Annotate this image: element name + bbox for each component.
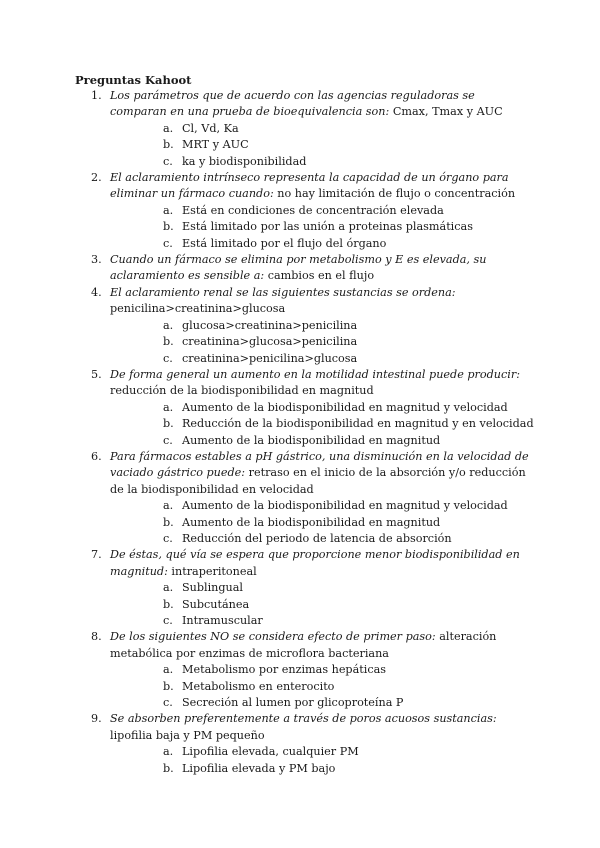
question-list	[75, 88, 535, 777]
option-text: MRT y AUC	[182, 138, 249, 152]
option-list	[110, 318, 535, 367]
option-item	[110, 580, 535, 596]
option-list	[110, 662, 535, 711]
question-item	[75, 285, 535, 367]
question-number: 7.	[91, 548, 102, 562]
option-letter: c.	[163, 531, 173, 545]
question-item	[75, 252, 535, 285]
question-answer: Cmax, Tmax y AUC	[389, 105, 503, 119]
question-answer: lipofilia baja y PM pequeño	[110, 728, 265, 742]
option-item	[110, 498, 535, 514]
question-number: 5.	[91, 367, 102, 381]
option-item	[110, 515, 535, 531]
option-letter: a.	[163, 663, 174, 677]
option-text: Aumento de la biodisponibilidad en magnitud y velocidad	[182, 499, 508, 513]
option-letter: a.	[163, 581, 174, 595]
question-answer: cambios en el flujo	[264, 269, 375, 283]
question-item	[75, 547, 535, 629]
option-text: glucosa>creatinina>penicilina	[182, 318, 358, 332]
question-answer: alteración metabólica por enzimas de microflora bacteriana	[110, 630, 497, 660]
option-text: Reducción de la biodisponibilidad en magnitud y en velocidad	[182, 417, 534, 431]
question-prompt: El aclaramiento renal se las siguientes sustancias se ordena:	[110, 285, 456, 299]
question-answer: penicilina>creatinina>glucosa	[110, 302, 286, 316]
question-prompt: Se absorben preferentemente a través de poros acuosos sustancias:	[110, 712, 497, 726]
option-item	[110, 334, 535, 350]
option-letter: c.	[163, 154, 173, 168]
option-letter: a.	[163, 400, 174, 414]
option-text: creatinina>glucosa>penicilina	[182, 335, 358, 349]
option-letter: c.	[163, 351, 173, 365]
question-item	[75, 629, 535, 711]
question-number: 6.	[91, 449, 102, 463]
question-body	[110, 367, 535, 400]
option-letter: b.	[163, 220, 174, 234]
option-item	[110, 679, 535, 695]
question-body	[110, 629, 535, 662]
option-item	[110, 613, 535, 629]
option-list	[110, 203, 535, 252]
question-prompt: De forma general un aumento en la motilidad intestinal puede producir:	[110, 367, 520, 381]
option-letter: b.	[163, 761, 174, 775]
option-text: Está limitado por las unión a proteinas plasmáticas	[182, 220, 473, 234]
option-list	[110, 121, 535, 170]
question-number: 1.	[91, 89, 102, 102]
option-item	[110, 121, 535, 137]
question-answer: intraperitoneal	[167, 564, 257, 578]
option-letter: a.	[163, 121, 174, 135]
question-prompt: Para fármacos estables a pH gástrico, una disminución en la velocidad de vaciado gástrico puede:	[110, 449, 529, 480]
question-item	[75, 711, 535, 777]
question-body	[110, 547, 535, 580]
option-letter: a.	[163, 499, 174, 513]
option-text: Cl, Vd, Ka	[182, 121, 239, 135]
option-list	[110, 400, 535, 449]
question-number: 8.	[91, 630, 102, 644]
option-text: Aumento de la biodisponibilidad en magnitud	[182, 433, 441, 447]
question-item	[75, 170, 535, 252]
document-title: Preguntas Kahoot	[75, 73, 192, 87]
option-letter: c.	[163, 433, 173, 447]
option-letter: a.	[163, 745, 174, 759]
question-answer: no hay limitación de flujo o concentración	[273, 187, 516, 201]
question-body	[110, 285, 535, 318]
option-item	[110, 154, 535, 170]
question-prompt: De los siguientes NO se considera efecto de primer paso:	[110, 630, 436, 644]
option-text: Lipofilia elevada y PM bajo	[182, 761, 336, 775]
question-body	[110, 449, 535, 498]
option-letter: b.	[163, 138, 174, 152]
option-item	[110, 219, 535, 235]
option-letter: a.	[163, 203, 174, 217]
option-text: Intramuscular	[182, 614, 263, 627]
option-item	[110, 236, 535, 252]
question-answer: retraso en el inicio de la absorción y/o reducción de la biodisponibilidad en velocidad	[110, 466, 526, 496]
option-text: Lipofilia elevada, cualquier PM	[182, 745, 359, 759]
option-item	[110, 695, 535, 711]
option-item	[110, 662, 535, 678]
option-item	[110, 744, 535, 760]
option-list	[110, 498, 535, 547]
question-number: 3.	[91, 253, 102, 267]
question-number: 9.	[91, 712, 102, 726]
option-letter: b.	[163, 417, 174, 431]
option-letter: b.	[163, 679, 174, 693]
option-text: Subcutánea	[182, 597, 250, 611]
question-item	[75, 367, 535, 449]
option-letter: c.	[163, 614, 173, 627]
option-letter: b.	[163, 515, 174, 529]
option-item	[110, 761, 535, 777]
option-text: Está en condiciones de concentración elevada	[182, 203, 444, 217]
option-text: Sublingual	[182, 581, 244, 595]
option-item	[110, 597, 535, 613]
option-list	[110, 580, 535, 629]
option-letter: c.	[163, 236, 173, 250]
option-item	[110, 137, 535, 153]
option-item	[110, 351, 535, 367]
option-item	[110, 400, 535, 416]
question-body	[110, 252, 535, 285]
option-list	[110, 744, 535, 777]
option-letter: a.	[163, 318, 174, 332]
option-text: Metabolismo en enterocito	[182, 679, 335, 693]
option-item	[110, 318, 535, 334]
question-body	[110, 170, 535, 203]
option-letter: c.	[163, 696, 173, 710]
option-text: Metabolismo por enzimas hepáticas	[182, 663, 387, 677]
question-answer: reducción de la biodisponibilidad en magnitud	[110, 384, 374, 398]
question-number: 2.	[91, 171, 102, 185]
option-text: Aumento de la biodisponibilidad en magnitud y velocidad	[182, 400, 508, 414]
question-body	[110, 88, 535, 121]
option-text: creatinina>penicilina>glucosa	[182, 351, 358, 365]
option-text: Secreción al lumen por glicoproteína P	[182, 696, 404, 710]
option-text: Reducción del periodo de latencia de absorción	[182, 531, 452, 545]
question-number: 4.	[91, 285, 102, 299]
option-letter: b.	[163, 335, 174, 349]
question-prompt: Los parámetros que de acuerdo con las agencias reguladoras se comparan en una prueba de bioequivalencia son:	[110, 89, 475, 119]
option-text: ka y biodisponibilidad	[182, 154, 307, 168]
question-prompt: Cuando un fármaco se elimina por metabolismo y E es elevada, su aclaramiento es sensible a:	[110, 253, 487, 283]
question-prompt: El aclaramiento intrínseco representa la capacidad de un órgano para eliminar un fármaco cuando:	[110, 171, 509, 201]
question-item	[75, 88, 535, 170]
question-prompt: De éstas, qué vía se espera que proporcione menor biodisponibilidad en magnitud:	[110, 548, 520, 578]
option-letter: b.	[163, 597, 174, 611]
question-item	[75, 449, 535, 547]
question-body	[110, 711, 535, 744]
option-item	[110, 416, 535, 432]
option-text: Está limitado por el flujo del órgano	[182, 236, 387, 250]
option-item	[110, 531, 535, 547]
option-item	[110, 203, 535, 219]
option-text: Aumento de la biodisponibilidad en magnitud	[182, 515, 441, 529]
option-item	[110, 433, 535, 449]
